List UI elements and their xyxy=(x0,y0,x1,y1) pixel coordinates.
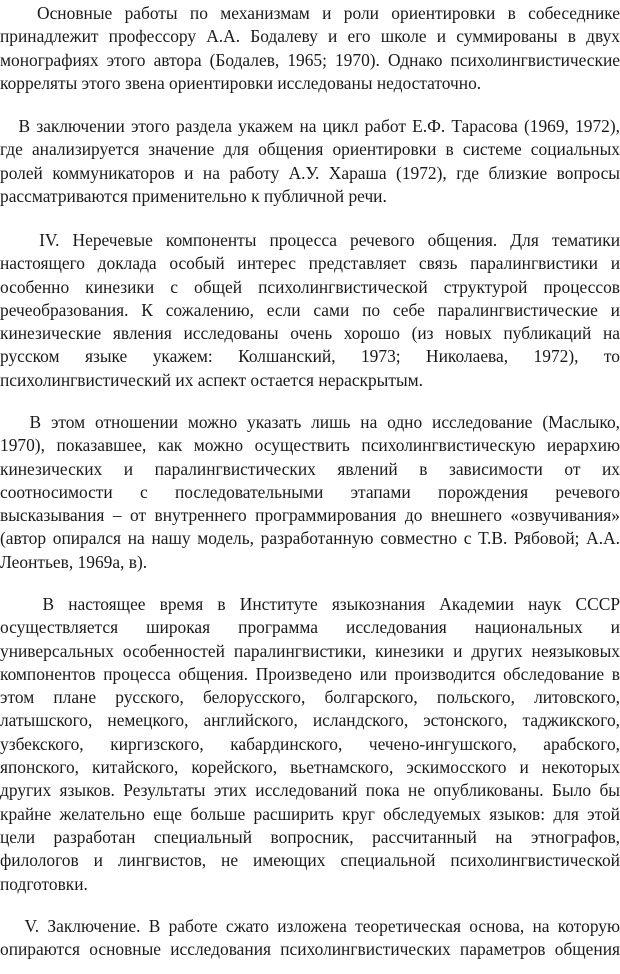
text-line: В заключении этого раздела укажем на цикл работ Е.Ф. Тарасова (1969, 1972), xyxy=(0,116,620,136)
text-line: крайне желательно еще больше расширить круг обследуемых языков: для этой xyxy=(0,803,620,824)
paragraph-5 xyxy=(0,593,620,896)
text-line: кинезических и паралингвистических явлений в зависимости от их xyxy=(0,458,620,479)
text-line: монографиях этого автора (Бодалев, 1965; 1970). Однако психолингвистические xyxy=(0,49,620,70)
text-line: подготовки. xyxy=(0,873,88,894)
text-line: особенно кинезики с общей психолингвистической структурой процессов xyxy=(0,276,620,297)
text-line: 1970), показавшее, как можно осуществить психолингвистическую иерархию xyxy=(0,435,620,456)
text-line: универсальных особенностей паралингвистики, кинезики и других неязыковых xyxy=(0,640,620,661)
text-line: опираются основные исследования психолингвистических параметров общения xyxy=(0,939,620,960)
text-line: латышского, немецкого, английского, исландского, эстонского, таджикского, xyxy=(0,710,620,731)
text-line: корреляты этого звена ориентировки исследованы недостаточно. xyxy=(0,72,482,93)
text-line: В этом отношении можно указать лишь на одно исследование (Маслыко, xyxy=(0,412,620,432)
text-line: филологов и лингвистов, не имеющих специальной психолингвистической xyxy=(0,850,620,871)
text-line: настоящего доклада особый интерес представляет связь паралингвистики и xyxy=(0,253,620,274)
paragraph-3 xyxy=(0,229,620,392)
text-line: ролей коммуникаторов и на работу А.У. Хараша (1972), где близкие вопросы xyxy=(0,162,620,183)
text-line: принадлежит профессору А.А. Бодалеву и его школе и суммированы в двух xyxy=(0,26,620,47)
text-line: русском языке укажем: Колшанский, 1973; Николаева, 1972), то xyxy=(0,346,620,367)
text-line: осуществляется широкая программа исследования национальных и xyxy=(0,617,620,638)
text-line: японского, китайского, корейского, вьетнамского, эскимосского и некоторых xyxy=(0,757,620,778)
text-line: IV. Неречевые компоненты процесса речевого общения. Для тематики xyxy=(0,230,620,250)
text-line: речеобразования. К сожалению, если сами по себе паралингвистические и xyxy=(0,299,620,320)
text-line: компонентов процесса общения. Произведено или производится обследование в xyxy=(0,663,620,684)
paragraph-4 xyxy=(0,411,620,574)
paragraph-2 xyxy=(0,115,620,208)
paragraph-6 xyxy=(0,915,620,962)
text-line: Основные работы по механизмам и роли ориентировки в собеседнике xyxy=(0,3,620,23)
text-line: V. Заключение. В работе сжато изложена теоретическая основа, на которую xyxy=(0,916,620,936)
text-line: рассматриваются применительно к публичной речи. xyxy=(0,185,387,206)
text-line: узбекского, киргизского, кабардинского, чечено-ингушского, арабского, xyxy=(0,733,620,754)
text-line: этом плане русского, белорусского, болгарского, польского, литовского, xyxy=(0,687,620,708)
text-line: кинезические явления исследованы очень хорошо (из новых публикаций на xyxy=(0,323,620,344)
text-line: соотносимости с последовательными этапами порождения речевого xyxy=(0,481,620,502)
text-line: психолингвистический их аспект остается нераскрытым. xyxy=(0,369,424,390)
text-line: других языков. Результаты этих исследований пока не опубликованы. Было бы xyxy=(0,780,620,801)
text-line: где анализируется значение для общения ориентировки в системе социальных xyxy=(0,139,620,160)
text-line: цели разработан специальный вопросник, рассчитанный на этнографов, xyxy=(0,826,620,847)
paragraph-1 xyxy=(0,2,620,95)
text-line: высказывания – от внутреннего программирования до внешнего «озвучивания» xyxy=(0,505,620,526)
text-line: Леонтьев, 1969а, в). xyxy=(0,551,148,572)
text-line: В настоящее время в Институте языкознания Академии наук СССР xyxy=(0,594,620,614)
text-line: (автор опирался на нашу модель, разработанную совместно с Т.В. Рябовой; А.А. xyxy=(0,528,620,549)
